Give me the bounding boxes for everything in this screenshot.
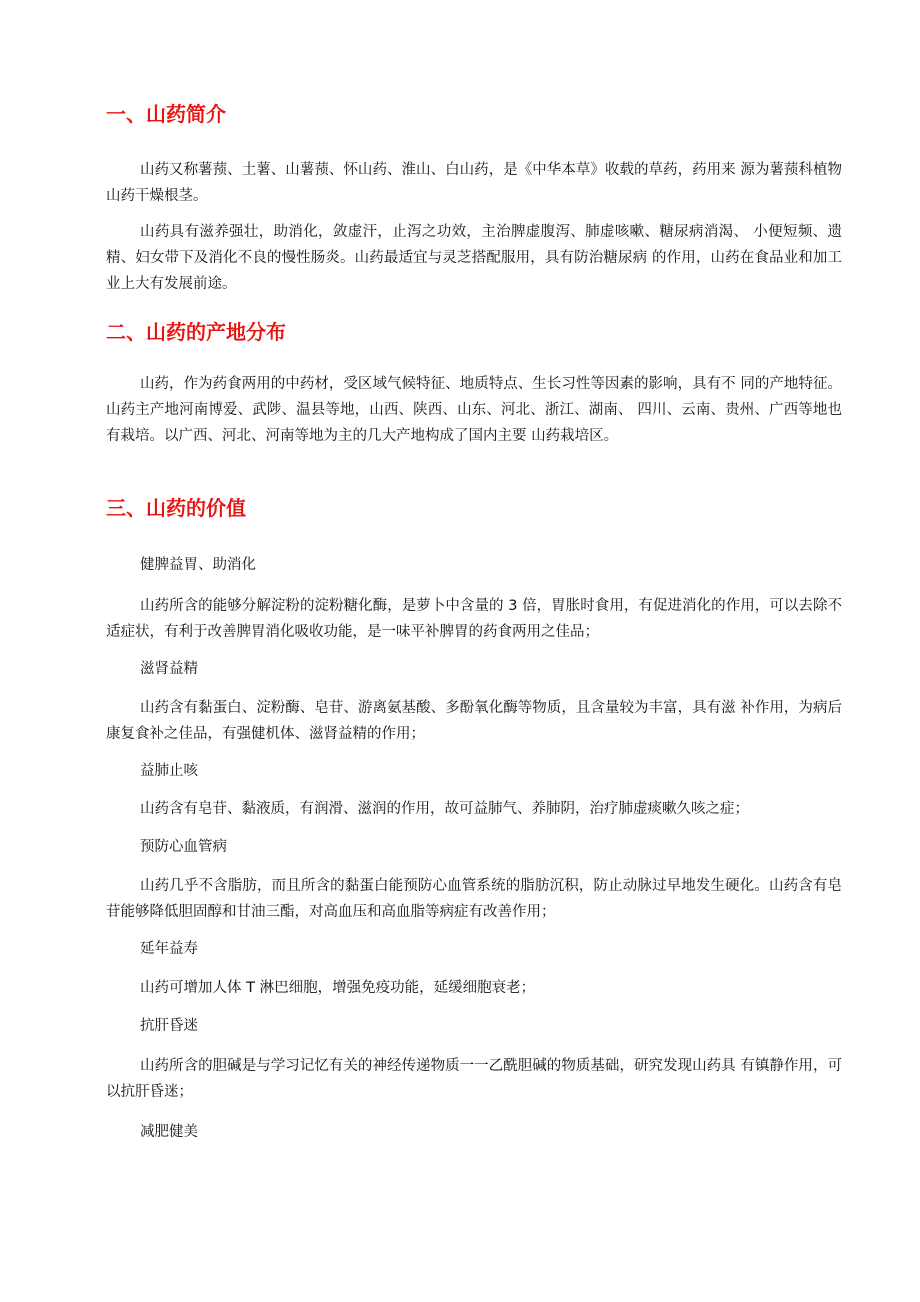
section-heading-origin: 二、山药的产地分布: [106, 320, 286, 344]
value-item-text: 山药所含的能够分解淀粉的淀粉糖化酶，是萝卜中含量的 3 倍，胃胀时食用，有促进消化的作用，可以去除不适症状，有利于改善脾胃消化吸收功能，是一味平补脾胃的药食两用之佳品；: [106, 598, 842, 640]
value-item-title: 延年益寿: [140, 941, 198, 957]
value-item-text: 山药几乎不含脂肪，而且所含的黏蛋白能预防心血管系统的脂肪沉积，防止动脉过早地发生硬化。山药含有皂苷能够降低胆固醇和甘油三酯，对高血压和高血脂等病症有改善作用；: [106, 878, 842, 920]
value-item-text: 山药含有皂苷、黏液质，有润滑、滋润的作用，故可益肺气、养肺阴，治疗肺虚痰嗽久咳之症；: [140, 801, 749, 817]
value-item-text: 山药所含的胆碱是与学习记忆有关的神经传递物质一一乙酰胆碱的物质基础，研究发现山药具 有镇静作用，可以抗肝昏迷；: [106, 1058, 842, 1100]
origin-paragraph: 山药，作为药食两用的中药材，受区域气候特征、地质特点、生长习性等因素的影响，具有不 同的产地特征。山药主产地河南博爱、武陟、温县等地，山西、陕西、山东、河北、浙江、湖南、 四川、云南、贵州、广西等地也有栽培。以广西、河北、河南等地为主的几大产地构成了国内主要 山药栽培区。: [106, 376, 842, 444]
value-item-title: 益肺止咳: [140, 763, 198, 779]
value-item-text: 山药含有黏蛋白、淀粉酶、皂苷、游离氨基酸、多酚氧化酶等物质，且含量较为丰富，具有滋 补作用，为病后康复食补之佳品，有强健机体、滋肾益精的作用；: [106, 700, 842, 742]
value-item-title: 预防心血管病: [140, 839, 227, 855]
value-item-text: 山药可增加人体 T 淋巴细胞，增强免疫功能，延缓细胞衰老；: [140, 980, 536, 996]
section-heading-value: 三、山药的价值: [106, 496, 246, 520]
value-item-title: 健脾益胃、助消化: [140, 557, 256, 573]
intro-paragraph-2: 山药具有滋养强壮，助消化，敛虚汗，止泻之功效，主治脾虚腹泻、肺虚咳嗽、糖尿病消渴、 小便短频、遗精、妇女带下及消化不良的慢性肠炎。山药最适宜与灵芝搭配服用，具有防治糖尿病 的作用，山药在食品业和加工业上大有发展前途。: [106, 224, 842, 292]
value-item-title: 抗肝昏迷: [140, 1018, 198, 1034]
section-heading-intro: 一、山药简介: [106, 102, 226, 126]
intro-paragraph-1: 山药又称薯蓣、土薯、山薯蓣、怀山药、淮山、白山药，是《中华本草》收载的草药，药用来 源为薯蓣科植物山药干燥根茎。: [106, 162, 842, 204]
value-item-title: 滋肾益精: [140, 661, 198, 677]
value-item-title: 减肥健美: [140, 1124, 198, 1140]
